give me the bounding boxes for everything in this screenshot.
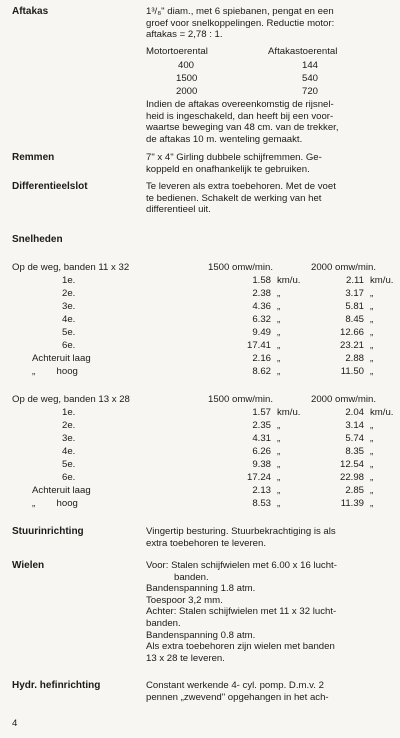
speed-unit: „ [370, 366, 374, 377]
table-row [0, 340, 400, 352]
wielen-label: Wielen [12, 560, 45, 571]
speed-unit: „ [370, 446, 374, 457]
gear-label: 4e. [62, 314, 76, 325]
gear-label: 5e. [62, 327, 76, 338]
gear-label: 3e. [62, 301, 76, 312]
speed-unit: „ [277, 288, 281, 299]
speed-unit: km/u. [277, 275, 301, 286]
speed-unit: „ [277, 353, 281, 364]
speed-unit: „ [277, 340, 281, 351]
speed-unit: „ [370, 459, 374, 470]
aftakas-cell: 2000 [176, 86, 198, 97]
speed-unit: „ [277, 459, 281, 470]
gear-label: Achteruit laag [32, 485, 91, 496]
speed-unit: km/u. [370, 275, 394, 286]
stuurinrichting-line: extra toebehoren te leveren. [146, 537, 267, 549]
speed-value: 2.16 [252, 353, 271, 364]
wielen-text [146, 560, 392, 664]
speed-value: 8.62 [252, 366, 271, 377]
table-row [0, 472, 400, 484]
hefinrichting-line: Constant werkende 4- cyl. pomp. D.m.v. 2 [146, 680, 324, 691]
aftakas-after-line: Indien de aftakas overeenkomstig de rijsnel- [146, 99, 334, 110]
table-row [0, 327, 400, 339]
speed-col-1500: 1500 omw/min. [208, 262, 274, 273]
stuurinrichting-line: Vingertip besturing. Stuurbekrachtiging is als [146, 526, 336, 537]
speed-value: 17.41 [246, 340, 271, 351]
wielen-line: Toespoor 3,2 mm. [146, 594, 223, 606]
speed-unit: km/u. [370, 407, 394, 418]
speed-value: 12.54 [339, 459, 364, 470]
speed-value: 8.45 [345, 314, 364, 325]
speed-value: 11.39 [340, 498, 364, 509]
wielen-line: banden. [174, 571, 209, 583]
table-row [0, 459, 400, 471]
speed-unit: „ [370, 353, 374, 364]
remmen-line: 7" x 4" Girling dubbele schijfremmen. Ge- [146, 152, 322, 163]
speed-value: 9.49 [252, 327, 271, 338]
speed-value: 3.14 [345, 420, 364, 431]
hefinrichting-text [146, 680, 392, 703]
speed-col-1500: 1500 omw/min. [208, 394, 274, 405]
gear-label: 5e. [62, 459, 76, 470]
speed-unit: „ [370, 485, 374, 496]
aftakas-header-aftakas: Aftakastoerental [268, 46, 338, 57]
table-row [0, 353, 400, 365]
speed-value: 6.26 [252, 446, 271, 457]
gear-label: „ hoog [32, 498, 78, 509]
gear-label: „ hoog [32, 366, 78, 377]
aftakas-header-motor: Motortoerental [146, 46, 208, 57]
speed-value: 2.88 [345, 353, 364, 364]
speed-value: 17.24 [246, 472, 271, 483]
speed-value: 6.32 [252, 314, 271, 325]
speed-unit: „ [370, 472, 374, 483]
speed-table-title: Op de weg, banden 13 x 28 [12, 394, 130, 405]
speed-unit: „ [370, 327, 374, 338]
aftakas-label: Aftakas [12, 6, 49, 17]
speed-value: 1.57 [252, 407, 271, 418]
aftakas-line: aftakas = 2,78 : 1. [146, 29, 223, 41]
differentieelslot-label: Differentieelslot [12, 181, 88, 192]
speed-value: 1.58 [252, 275, 271, 286]
speed-table-title: Op de weg, banden 11 x 32 [12, 262, 130, 273]
speed-unit: „ [277, 472, 281, 483]
speed-unit: „ [277, 301, 281, 312]
aftakas-text [146, 6, 392, 41]
speed-unit: „ [370, 301, 374, 312]
speed-unit: „ [277, 446, 281, 457]
table-row [0, 498, 400, 510]
speed-value: 2.38 [252, 288, 271, 299]
table-row [0, 275, 400, 287]
gear-label: 1e. [62, 275, 76, 286]
speed-unit: „ [370, 288, 374, 299]
differentieelslot-text [146, 181, 392, 216]
speed-unit: „ [277, 366, 281, 377]
remmen-text [146, 152, 392, 175]
speed-unit: „ [277, 433, 281, 444]
speed-value: 23.21 [339, 340, 364, 351]
speed-unit: „ [370, 433, 374, 444]
table-row [0, 314, 400, 326]
speed-value: 2.04 [345, 407, 364, 418]
speed-table-header [0, 262, 400, 274]
aftakas-line: groef voor snelkoppelingen. Reductie motor: [146, 17, 335, 29]
snelheden-heading: Snelheden [12, 234, 63, 245]
speed-unit: „ [277, 498, 281, 509]
table-row [0, 420, 400, 432]
differentieelslot-line: Te leveren als extra toebehoren. Met de voet [146, 181, 336, 192]
table-row [0, 288, 400, 300]
speed-value: 5.74 [345, 433, 364, 444]
aftakas-cell: 540 [302, 73, 319, 84]
aftakas-after-line: waartse beweging van 48 cm. van de trekker, [146, 122, 339, 134]
speed-unit: „ [277, 314, 281, 325]
aftakas-cell: 400 [178, 60, 195, 71]
gear-label: 6e. [62, 472, 76, 483]
table-row [0, 433, 400, 445]
speed-unit: „ [370, 340, 374, 351]
speed-value: 2.11 [346, 275, 364, 286]
stuurinrichting-text [146, 526, 392, 549]
speed-unit: „ [370, 314, 374, 325]
speed-unit: „ [277, 327, 281, 338]
speed-value: 4.36 [252, 301, 271, 312]
speed-col-2000: 2000 omw/min. [311, 262, 377, 273]
gear-label: 4e. [62, 446, 76, 457]
speed-value: 4.31 [252, 433, 271, 444]
wielen-line: Bandenspanning 1.8 atm. [146, 583, 256, 595]
speed-value: 2.35 [252, 420, 271, 431]
speed-value: 3.17 [345, 288, 364, 299]
gear-label: 2e. [62, 288, 76, 299]
speed-unit: „ [370, 498, 374, 509]
stuurinrichting-label: Stuurinrichting [12, 526, 84, 537]
gear-label: 1e. [62, 407, 76, 418]
speed-col-2000: 2000 omw/min. [311, 394, 377, 405]
wielen-line: Bandenspanning 0.8 atm. [146, 629, 256, 641]
speed-value: 5.81 [345, 301, 364, 312]
speed-unit: km/u. [277, 407, 301, 418]
speed-value: 2.13 [252, 485, 271, 496]
aftakas-line: 1³/₈" diam., met 6 spiebanen, pengat en een [146, 6, 334, 17]
speed-value: 8.53 [252, 498, 271, 509]
remmen-line: koppeld en onafhankelijk te gebruiken. [146, 163, 310, 175]
hefinrichting-label: Hydr. hefinrichting [12, 680, 101, 691]
speed-table-header [0, 394, 400, 406]
hefinrichting-line: pennen „zwevend" opgehangen in het ach- [146, 691, 329, 703]
differentieelslot-line: differentieel uit. [146, 204, 211, 216]
table-row [0, 407, 400, 419]
gear-label: 3e. [62, 433, 76, 444]
table-row [0, 446, 400, 458]
page-number: 4 [12, 718, 18, 729]
aftakas-cell: 720 [302, 86, 319, 97]
table-row [0, 366, 400, 378]
gear-label: Achteruit laag [32, 353, 91, 364]
gear-label: 2e. [62, 420, 76, 431]
speed-value: 9.38 [252, 459, 271, 470]
speed-value: 2.85 [345, 485, 364, 496]
speed-value: 12.66 [339, 327, 364, 338]
wielen-line: Voor: Stalen schijfwielen met 6.00 x 16 lucht- [146, 560, 337, 571]
wielen-line: Als extra toebehoren zijn wielen met banden [146, 641, 335, 653]
aftakas-after-text [146, 99, 392, 145]
table-row [0, 485, 400, 497]
speed-value: 8.35 [345, 446, 364, 457]
speed-value: 11.50 [340, 366, 364, 377]
speed-value: 22.98 [339, 472, 364, 483]
wielen-line: Achter: Stalen schijfwielen met 11 x 32 lucht- [146, 606, 337, 618]
aftakas-cell: 1500 [176, 73, 198, 84]
speed-unit: „ [277, 420, 281, 431]
differentieelslot-line: te bedienen. Schakelt de werking van het [146, 192, 322, 204]
wielen-line: banden. [146, 617, 181, 629]
aftakas-after-line: heid is ingeschakeld, dan heeft bij een voor- [146, 110, 334, 122]
table-row [0, 301, 400, 313]
wielen-line: 13 x 28 te leveren. [146, 652, 225, 664]
remmen-label: Remmen [12, 152, 55, 163]
aftakas-after-line: de aftakas 10 m. wenteling gemaakt. [146, 133, 303, 145]
aftakas-cell: 144 [302, 60, 319, 71]
speed-unit: „ [370, 420, 374, 431]
speed-unit: „ [277, 485, 281, 496]
gear-label: 6e. [62, 340, 76, 351]
